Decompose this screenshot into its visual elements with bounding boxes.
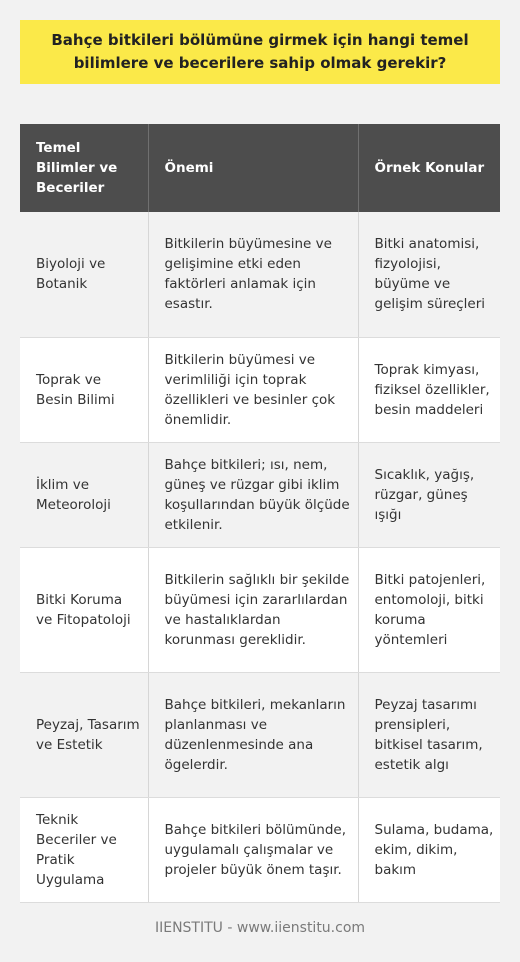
table-row [20, 797, 500, 902]
info-table-container [20, 124, 500, 903]
table-cell: Bitkilerin büyümesi ve verimliliği için toprak özellikleri ve besinler çok önemlidir. [148, 337, 358, 442]
footer-credit: IIENSTITU - www.iienstitu.com [154, 920, 366, 936]
header-cell: Önemi [148, 124, 358, 212]
table-cell: Toprak ve Besin Bilimi [20, 337, 148, 442]
table-cell: Bahçe bitkileri bölümünde, uygulamalı çalışmalar ve projeler büyük önem taşır. [148, 797, 358, 902]
table-row [20, 337, 500, 442]
table-cell: Bitki anatomisi, fizyolojisi, büyüme ve gelişim süreçleri [358, 212, 500, 337]
table-row [20, 547, 500, 672]
table-row [20, 212, 500, 337]
table-cell: Peyzaj tasarımı prensipleri, bitkisel tasarım, estetik algı [358, 672, 500, 797]
table-cell: Bitkilerin sağlıklı bir şekilde büyümesi için zararlılardan ve hastalıklardan korunması gereklidir. [148, 547, 358, 672]
table-cell: Sulama, budama, ekim, dikim, bakım [358, 797, 500, 902]
table-cell: Biyoloji ve Botanik [20, 212, 148, 337]
header-cell: Örnek Konular [358, 124, 500, 212]
table-header-row [20, 124, 500, 212]
table-cell: Bahçe bitkileri; ısı, nem, güneş ve rüzgar gibi iklim koşullarından büyük ölçüde etkilenir. [148, 442, 358, 547]
table-cell: Bitki Koruma ve Fitopatoloji [20, 547, 148, 672]
table-row [20, 672, 500, 797]
table-cell: Peyzaj, Tasarım ve Estetik [20, 672, 148, 797]
header-cell: Temel Bilimler ve Beceriler [20, 124, 148, 212]
table-cell: Toprak kimyası, fiziksel özellikler, besin maddeleri [358, 337, 500, 442]
table-cell: Bitkilerin büyümesine ve gelişimine etki eden faktörleri anlamak için esastır. [148, 212, 358, 337]
page-title: Bahçe bitkileri bölümüne girmek için hangi temel bilimlere ve becerilere sahip olmak gerekir? [51, 31, 469, 72]
table-cell: Bitki patojenleri, entomoloji, bitki koruma yöntemleri [358, 547, 500, 672]
table-row [20, 442, 500, 547]
table-cell: İklim ve Meteoroloji [20, 442, 148, 547]
table-cell: Sıcaklık, yağış, rüzgar, güneş ışığı [358, 442, 500, 547]
table-cell: Teknik Beceriler ve Pratik Uygulama [20, 797, 148, 902]
info-table [20, 124, 500, 903]
title-banner [20, 20, 500, 84]
table-cell: Bahçe bitkileri, mekanların planlanması ve düzenlenmesinde ana ögelerdir. [148, 672, 358, 797]
